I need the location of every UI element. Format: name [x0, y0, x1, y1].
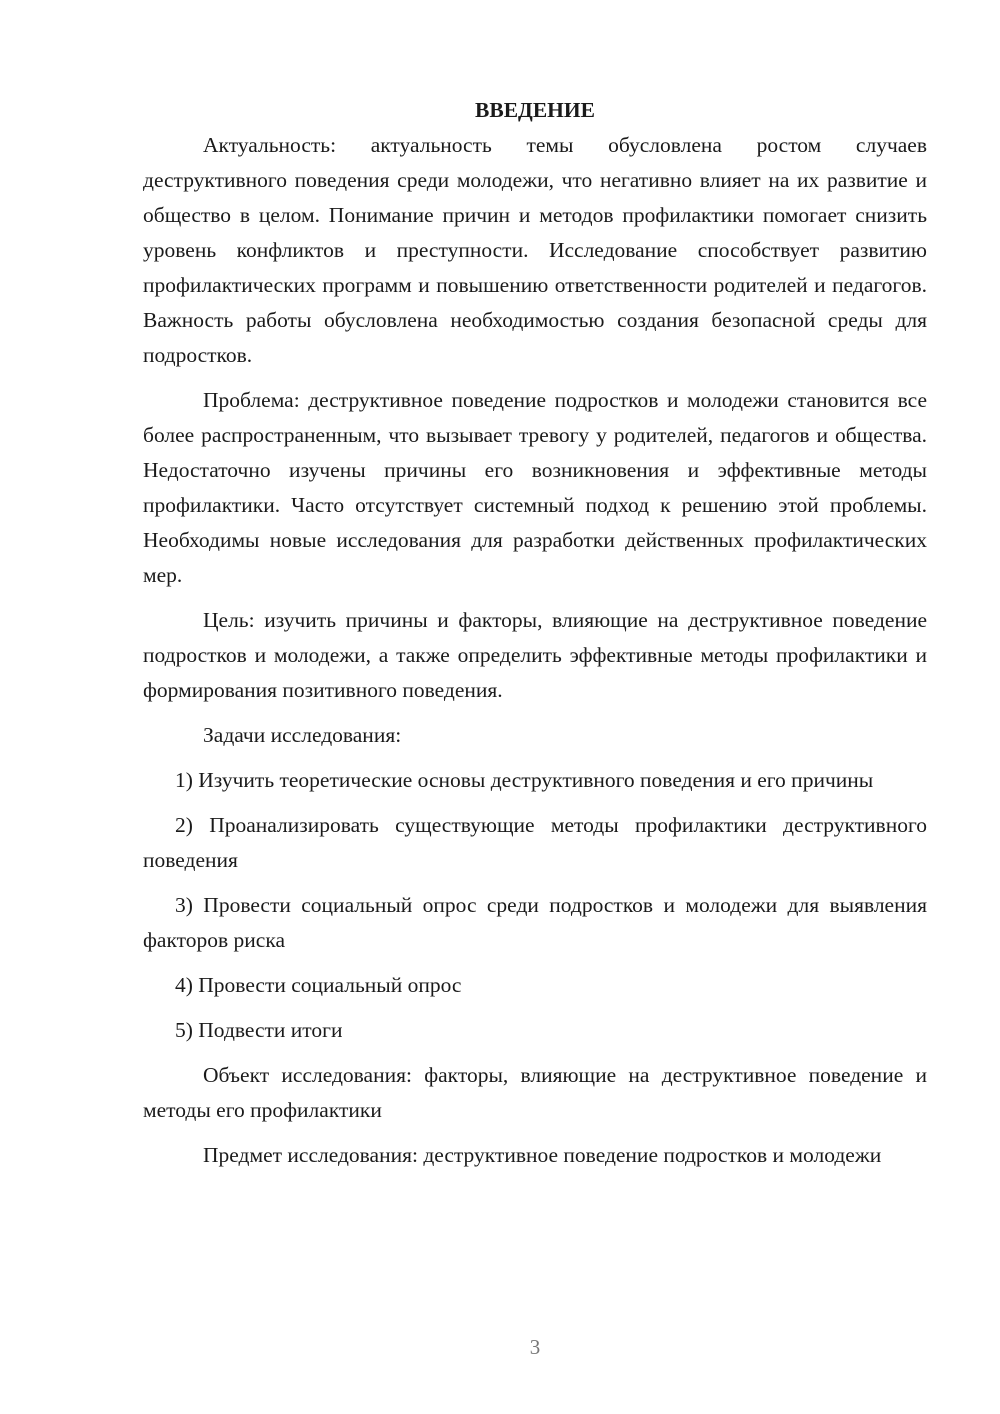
paragraph-relevance: Актуальность: актуальность темы обусловлена ростом случаев деструктивного поведения среди молодежи, что негативно влияет на их развитие и общество в целом. Понимание причин и методов профилактики помогает снизить уровень конфликтов и преступности. Исследование способствует развитию профилактических программ и повышению ответственности родителей и педагогов. Важность работы обусловлена необходимостью создания безопасной среды для подростков. — [143, 133, 927, 367]
task-item-3: 3) Провести социальный опрос среди подростков и молодежи для выявления факторов риска — [143, 893, 927, 952]
task-item-2: 2) Проанализировать существующие методы профилактики деструктивного поведения — [143, 813, 927, 872]
page-content — [143, 93, 927, 1173]
task-item-4: 4) Провести социальный опрос — [175, 973, 462, 997]
paragraph-subject: Предмет исследования: деструктивное поведение подростков и молодежи — [203, 1143, 882, 1167]
task-item-5: 5) Подвести итоги — [175, 1018, 343, 1042]
paragraph-object: Объект исследования: факторы, влияющие на деструктивное поведение и методы его профилактики — [143, 1063, 927, 1122]
tasks-heading: Задачи исследования: — [203, 723, 402, 747]
task-item-1: 1) Изучить теоретические основы деструктивного поведения и его причины — [175, 768, 874, 792]
page-number: 3 — [529, 1335, 541, 1359]
paragraph-problem: Проблема: деструктивное поведение подростков и молодежи становится все более распространенным, что вызывает тревогу у родителей, педагогов и общества. Недостаточно изучены причины его возникновения и эффективные методы профилактики. Часто отсутствует системный подход к решению этой проблемы. Необходимы новые исследования для разработки действенных профилактических мер. — [143, 388, 927, 587]
page-title: ВВЕДЕНИЕ — [475, 98, 595, 122]
paragraph-goal: Цель: изучить причины и факторы, влияющие на деструктивное поведение подростков и молодежи, а также определить эффективные методы профилактики и формирования позитивного поведения. — [143, 608, 927, 702]
